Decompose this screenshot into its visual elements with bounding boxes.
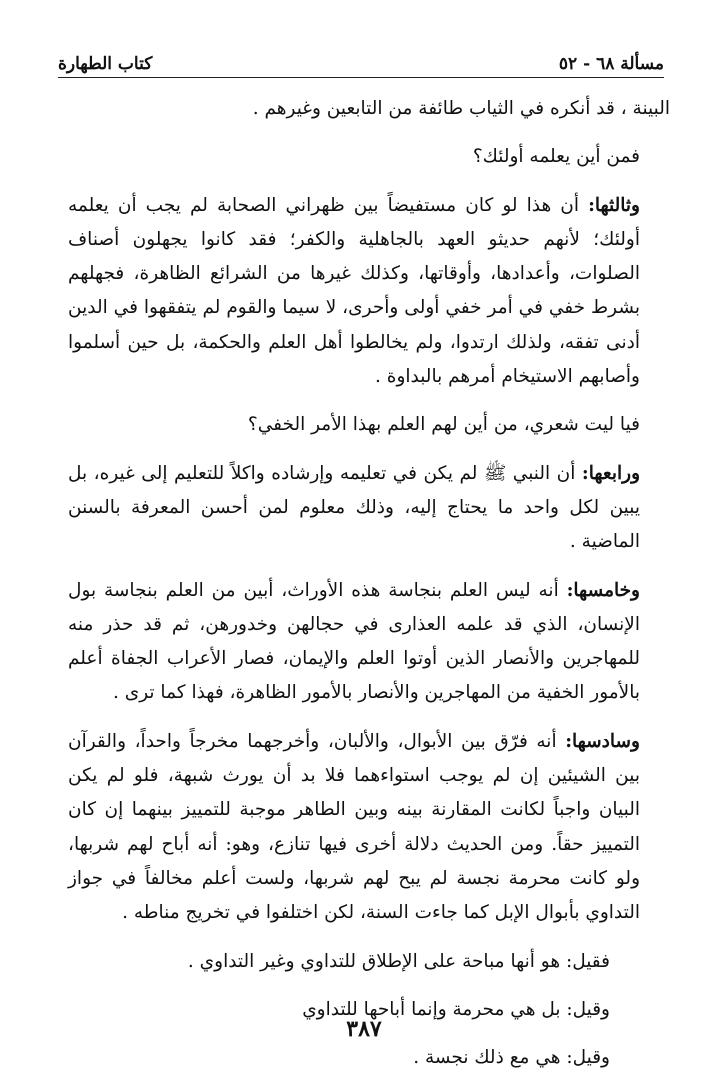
paragraph: وقيل: هي مع ذلك نجسة . [413,1047,610,1069]
paragraph: وقيل: بل هي محرمة وإنما أباحها للتداوي [302,998,610,1020]
point-label: وسادسها: [565,730,640,752]
paragraph: وخامسها: أنه ليس العلم بنجاسة هذه الأوراث، أبين من العلم بنجاسة بول الإنسان، الذي قد علمه العذارى في حجالهن وخدورهن، ثم قد حذر منه للمهاجرين والأنصار الذين أوتوا العلم والإيمان، فصار الأعراب الجفاة أعلم بالأمور الخفية من المهاجرين والأنصار بالأمور الظاهرة، فهذا كما ترى . [68,579,640,704]
paragraph: فقيل: هو أنها مباحة على الإطلاق للتداوي وغير التداوي . [187,950,610,972]
paragraph: فيا ليت شعري، من أين لهم العلم بهذا الأمر الخفي؟ [247,414,640,436]
paragraph: فمن أين يعلمه أولئك؟ [472,146,640,168]
body-text [68,92,670,1075]
point-label: وثالثها: [588,194,640,216]
header-chapter-title: كتاب الطهارة [58,54,153,74]
running-header [58,40,664,78]
point-label: ورابعها: [581,462,640,484]
paragraph: البينة ، قد أنكره في الثياب طائفة من التابعين وغيرهم . [252,98,670,119]
paragraph: وثالثها: أن هذا لو كان مستفيضاً بين ظهراني الصحابة لم يجب أن يعلمه أولئك؛ لأنهم حديثو العهد بالجاهلية والكفر؛ فقد كانوا يجهلون أصناف الصلوات، وأعدادها، وأوقاتها، وكذلك غيرها من الشرائع الظاهرة، فجهلهم بشرط خفي في أمر خفي أولى وأحرى، لا سيما والقوم لم يتفقهوا في الدين أدنى تفقه، ولذلك ارتدوا، ولم يخالطوا أهل العلم والحكمة، بل حين أسلموا وأصابهم الاستيخام أمرهم بالبداوة . [68,194,640,388]
header-issue-number: مسألة ٦٨ - ٥٢ [558,54,664,74]
page-number: ٣٨٧ [346,1016,382,1042]
point-label: وخامسها: [566,579,640,601]
paragraph: ورابعها: أن النبي ﷺ لم يكن في تعليمه وإرشاده واكلاً للتعليم إلى غيره، بل يبين لكل واحد ما يحتاج إليه، وذلك معلوم لمن أحسن المعرفة بالسنن الماضية . [68,462,640,553]
paragraph: وسادسها: أنه فرّق بين الأبوال، والألبان، وأخرجهما مخرجاً واحداً، والقرآن بين الشيئين إن لم يوجب استواءهما فلا بد أن يورث شبهة، فلو لم يكن البيان واجباً لكانت المقارنة بينه وبين الطاهر موجبة للتمييز بينهما إن كان التمييز حقاً. ومن الحديث دلالة أخرى فيها تنازع، وهو: أنه أباح لهم شربها، ولو كانت محرمة نجسة لم يبح لهم شربها، ولست أعلم مخالفاً في جواز التداوي بأبوال الإبل كما جاءت السنة، لكن اختلفوا في تخريج مناطه . [68,730,640,924]
